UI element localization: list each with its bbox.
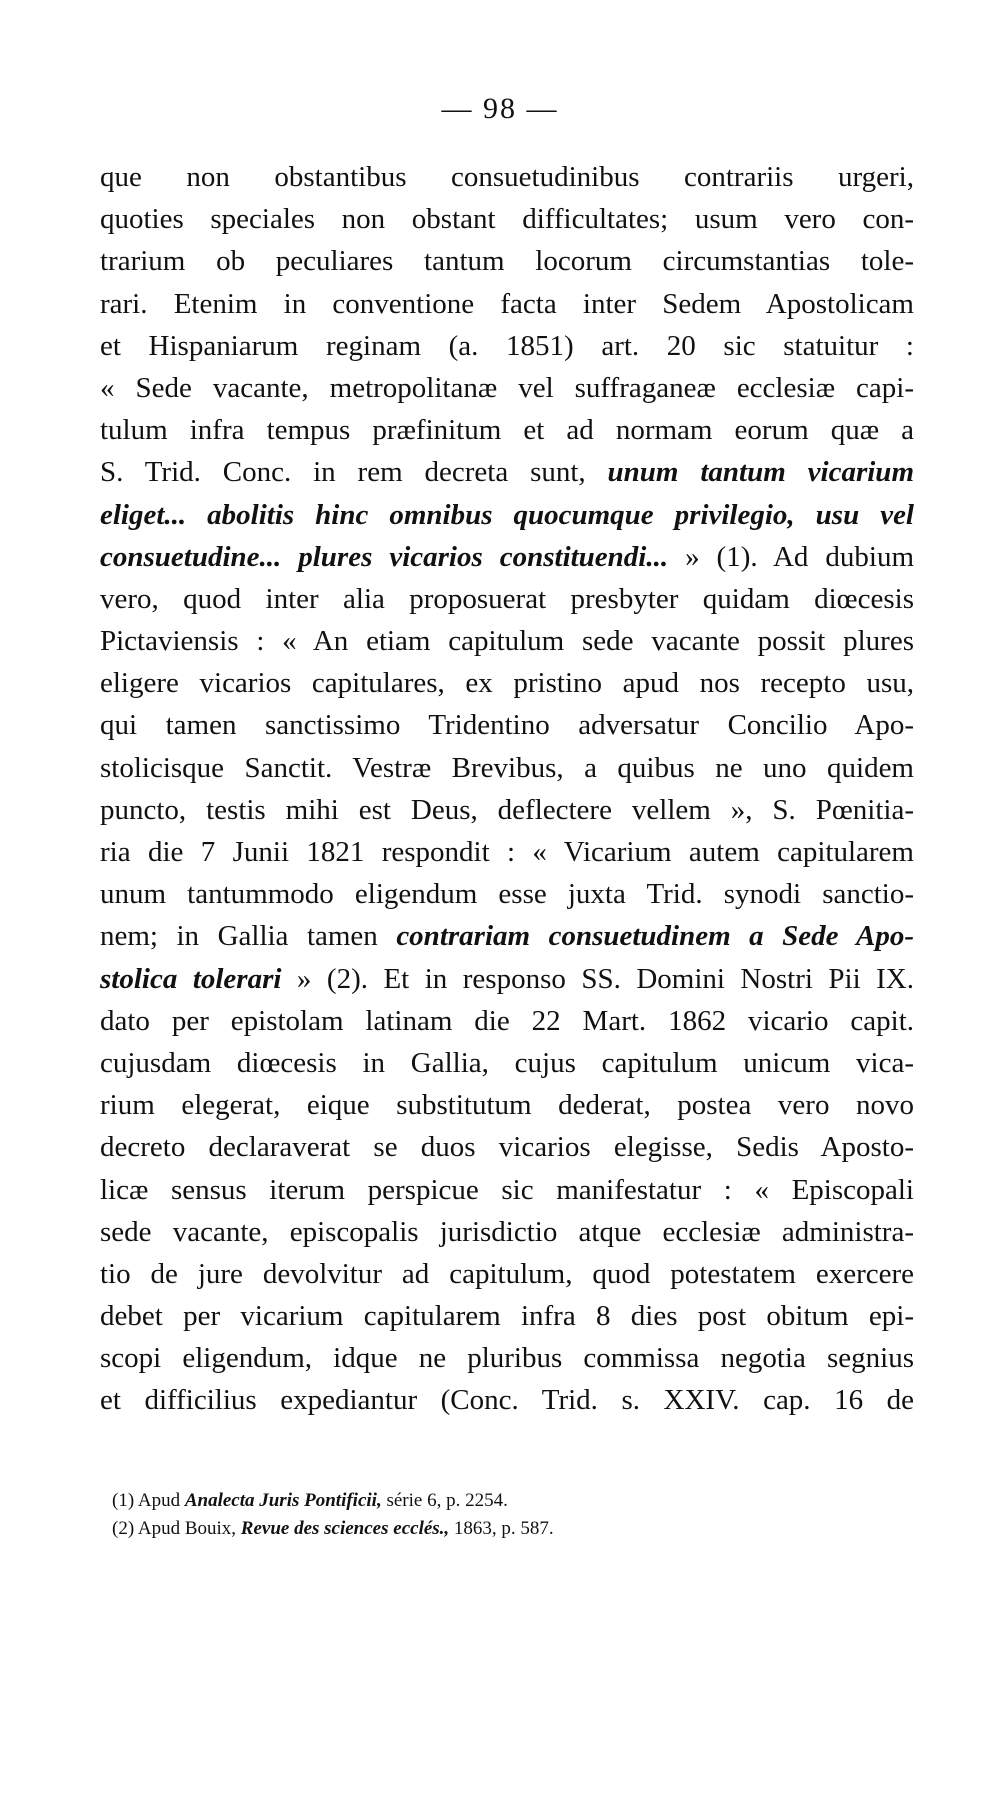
text-line: tulum infra tempus præfinitum et ad normam eorum quæ a — [100, 414, 914, 447]
text-line: tio de jure devolvitur ad capitulum, quod potestatem exercere — [100, 1257, 914, 1290]
text-line: puncto, testis mihi est Deus, deflectere vellem », S. Pœnitia- — [100, 793, 914, 826]
text-line: rari. Etenim in conventione facta inter Sedem Apostolicam — [100, 287, 914, 320]
text-line: decreto declaraverat se duos vicarios elegisse, Sedis Aposto- — [100, 1131, 914, 1164]
text-line: debet per vicarium capitularem infra 8 dies post obitum epi- — [100, 1300, 914, 1333]
text-line: dato per epistolam latinam die 22 Mart. 1862 vicario capit. — [100, 1004, 914, 1037]
text-line: que non obstantibus consuetudinibus contrariis urgeri, — [100, 161, 914, 193]
footnote-1: (1) Apud Analecta Juris Pontificii, série 6, p. 2254. — [112, 1490, 508, 1511]
italic-quote: contrariam consuetudinem a Sede Apo- — [396, 920, 914, 953]
text-line: S. Trid. Conc. in rem decreta sunt, unum tantum vicarium — [100, 456, 914, 489]
text-line: Pictaviensis : « An etiam capitulum sede vacante possit plures — [100, 625, 914, 658]
text-line: nem; in Gallia tamen contrariam consuetudinem a Sede Apo- — [100, 920, 914, 953]
italic-quote: unum tantum vicarium — [607, 456, 914, 489]
text-line: qui tamen sanctissimo Tridentino adversatur Concilio Apo- — [100, 709, 914, 742]
text-line: scopi eligendum, idque ne pluribus commissa negotia segnius — [100, 1342, 914, 1375]
text-line: sede vacante, episcopalis jurisdictio atque ecclesiæ administra- — [100, 1215, 914, 1248]
text-line: rium elegerat, eique substitutum dederat, postea vero novo — [100, 1089, 914, 1122]
footnote-title: Revue des sciences ecclés., — [240, 1518, 450, 1539]
text-line: trarium ob peculiares tantum locorum circumstantias tole- — [100, 245, 914, 278]
text-line: vero, quod inter alia proposuerat presbyter quidam diœcesis — [100, 582, 914, 615]
text-line: cujusdam diœcesis in Gallia, cujus capitulum unicum vica- — [100, 1046, 914, 1079]
footnotes — [112, 1487, 872, 1543]
text-line: licæ sensus iterum perspicue sic manifestatur : « Episcopali — [100, 1173, 914, 1206]
italic-quote: eliget... abolitis hinc omnibus quocumque privilegio, usu vel — [100, 498, 914, 531]
italic-quote: consuetudine... plures vicarios constituendi... — [100, 540, 669, 573]
text-line: et difficilius expediantur (Conc. Trid. s. XXIV. cap. 16 de — [100, 1384, 914, 1417]
text-line: consuetudine... plures vicarios constituendi... » (1). Ad dubium — [100, 540, 914, 573]
italic-quote: stolica tolerari — [100, 962, 282, 995]
text-line: quoties speciales non obstant difficultates; usum vero con- — [100, 203, 914, 236]
text-line: unum tantummodo eligendum esse juxta Trid. synodi sanctio- — [100, 878, 914, 911]
text-line — [100, 494, 914, 536]
footnote-2: (2) Apud Bouix, Revue des sciences ecclés., 1863, p. 587. — [112, 1518, 554, 1539]
text-line: stolica tolerari » (2). Et in responso SS. Domini Nostri Pii IX. — [100, 962, 914, 995]
page-number: — 98 — — [441, 92, 559, 125]
text-line: eligere vicarios capitulares, ex pristino apud nos recepto usu, — [100, 667, 914, 700]
body-text — [100, 156, 914, 1422]
text-line: stolicisque Sanctit. Vestræ Brevibus, a quibus ne uno quidem — [100, 751, 914, 784]
text-line: « Sede vacante, metropolitanæ vel suffraganeæ ecclesiæ capi- — [100, 371, 914, 404]
footnote-title: Analecta Juris Pontificii, — [184, 1490, 382, 1511]
text-line: ria die 7 Junii 1821 respondit : « Vicarium autem capitularem — [100, 836, 914, 868]
text-line: et Hispaniarum reginam (a. 1851) art. 20 sic statuitur : — [100, 329, 914, 362]
